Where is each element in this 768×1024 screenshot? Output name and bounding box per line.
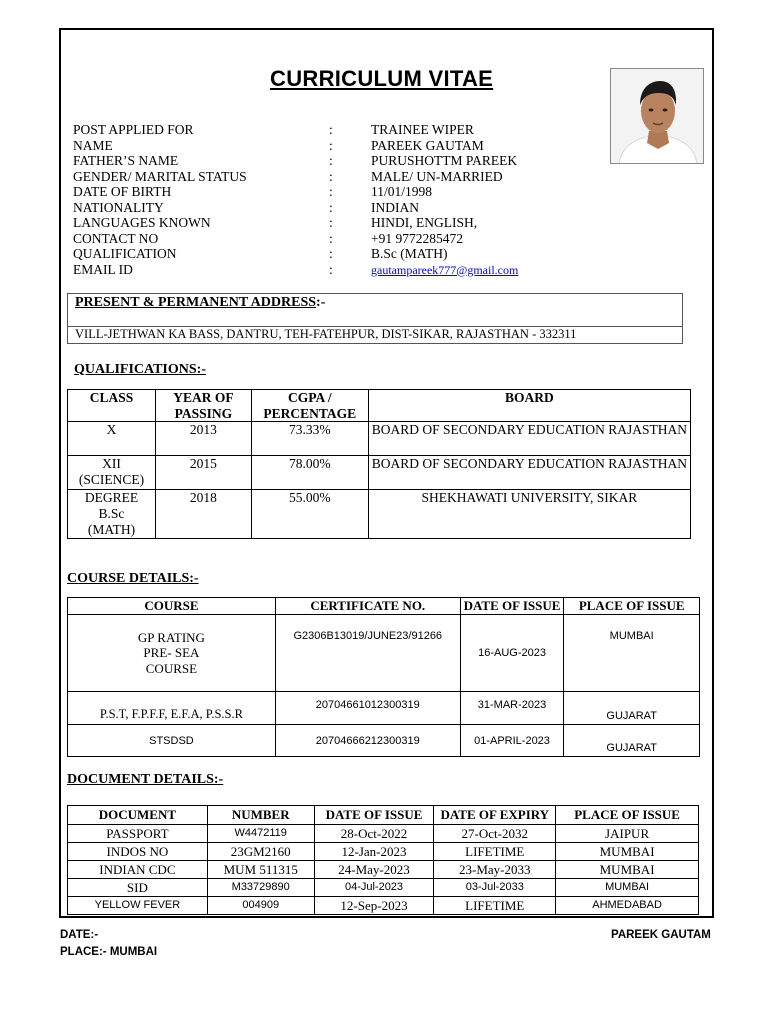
detail-value: INDIAN [371, 199, 419, 215]
col-header-issue-place: PLACE OF ISSUE [564, 598, 700, 615]
person-photo-icon [611, 69, 704, 164]
detail-label: EMAIL ID [73, 261, 133, 277]
table-row [68, 490, 691, 539]
table-row [68, 825, 699, 843]
table-row [68, 615, 700, 692]
score-cell: 73.33% [251, 422, 368, 456]
col-header-year: YEAR OF PASSING [155, 390, 251, 422]
cert-cell: 20704661012300319 [275, 692, 460, 725]
colon: : [329, 153, 333, 168]
class-cell: DEGREE B.Sc (MATH) [68, 490, 156, 539]
col-header-certificate: CERTIFICATE NO. [275, 598, 460, 615]
place-cell: JAIPUR [556, 825, 699, 843]
expiry-cell: 03-Jul-2033 [434, 879, 556, 897]
address-heading-text: PRESENT & PERMANENT ADDRESS [75, 295, 317, 310]
place-cell: GUJARAT [564, 725, 700, 757]
expiry-cell: 27-Oct-2032 [434, 825, 556, 843]
footer-signature-name: PAREEK GAUTAM [611, 929, 711, 941]
score-cell: 55.00% [251, 490, 368, 539]
colon: : [329, 215, 333, 230]
board-cell: BOARD OF SECONDARY EDUCATION RAJASTHAN [368, 456, 690, 490]
number-cell: M33729890 [207, 879, 314, 897]
detail-label: POST APPLIED FOR [73, 122, 194, 137]
cert-cell: 20704666212300319 [275, 725, 460, 757]
cert-cell: G2306B13019/JUNE23/91266 [275, 615, 460, 692]
expiry-cell: LIFETIME [434, 843, 556, 861]
detail-value: TRAINEE WIPER [371, 122, 474, 137]
colon: : [329, 184, 333, 199]
table-row [68, 725, 700, 757]
address-text: VILL-JETHWAN KA BASS, DANTRU, TEH-FATEHPUR, DIST-SIKAR, RAJASTHAN - 332311 [75, 327, 577, 341]
year-cell: 2018 [155, 490, 251, 539]
qualifications-heading: QUALIFICATIONS:- [74, 362, 206, 377]
issue-cell: 28-Oct-2022 [314, 825, 434, 843]
detail-label: GENDER/ MARITAL STATUS [73, 168, 247, 184]
table-header-row [68, 806, 699, 825]
course-table [67, 597, 700, 757]
colon: : [329, 168, 333, 184]
table-row [68, 456, 691, 490]
document-heading: DOCUMENT DETAILS:- [67, 772, 224, 787]
date-cell: 01-APRIL-2023 [460, 725, 564, 757]
doc-cell: YELLOW FEVER [68, 897, 208, 915]
year-cell: 2015 [155, 456, 251, 490]
colon: : [329, 199, 333, 215]
doc-cell: SID [68, 879, 208, 897]
table-row [68, 422, 691, 456]
col-header-board: BOARD [368, 390, 690, 422]
detail-label: DATE OF BIRTH [73, 184, 172, 199]
email-link[interactable]: gautampareek777@gmail.com [371, 262, 519, 277]
detail-label: QUALIFICATION [73, 246, 177, 261]
colon: : [329, 230, 333, 246]
col-header-class: CLASS [68, 390, 156, 422]
address-box [67, 293, 683, 344]
col-header-issue-date: DATE OF ISSUE [314, 806, 434, 825]
col-header-document: DOCUMENT [68, 806, 208, 825]
table-row [68, 692, 700, 725]
detail-value: B.Sc (MATH) [371, 246, 448, 261]
place-cell: MUMBAI [564, 615, 700, 692]
date-cell: 31-MAR-2023 [460, 692, 564, 725]
table-header-row [68, 390, 691, 422]
expiry-cell: LIFETIME [434, 897, 556, 915]
expiry-cell: 23-May-2033 [434, 861, 556, 879]
detail-value: PAREEK GAUTAM [371, 137, 484, 153]
issue-cell: 04-Jul-2023 [314, 879, 434, 897]
col-header-issue-place: PLACE OF ISSUE [556, 806, 699, 825]
class-cell: XII (SCIENCE) [68, 456, 156, 490]
address-heading-suffix: :- [316, 295, 326, 310]
colon: : [329, 261, 333, 277]
col-header-expiry-date: DATE OF EXPIRY [434, 806, 556, 825]
table-row [68, 843, 699, 861]
number-cell: 004909 [207, 897, 314, 915]
detail-label: FATHER’S NAME [73, 153, 179, 168]
col-header-score: CGPA / PERCENTAGE [251, 390, 368, 422]
doc-cell: PASSPORT [68, 825, 208, 843]
detail-value: 11/01/1998 [371, 184, 433, 199]
profile-photo [610, 68, 704, 164]
class-cell: X [68, 422, 156, 456]
detail-value: HINDI, ENGLISH, [371, 215, 478, 230]
colon: : [329, 137, 333, 153]
number-cell: 23GM2160 [207, 843, 314, 861]
detail-label: LANGUAGES KNOWN [73, 215, 211, 230]
number-cell: MUM 511315 [207, 861, 314, 879]
course-cell: P.S.T, F.P.F.F, E.F.A, P.S.S.R [68, 692, 276, 725]
score-cell: 78.00% [251, 456, 368, 490]
place-cell: AHMEDABAD [556, 897, 699, 915]
place-cell: GUJARAT [564, 692, 700, 725]
detail-label: CONTACT NO [73, 230, 159, 246]
place-cell: MUMBAI [556, 861, 699, 879]
board-cell: SHEKHAWATI UNIVERSITY, SIKAR [368, 490, 690, 539]
issue-cell: 12-Jan-2023 [314, 843, 434, 861]
course-cell: STSDSD [68, 725, 276, 757]
number-cell: W4472119 [207, 825, 314, 843]
document-title: CURRICULUM VITAE [270, 66, 494, 91]
table-row [68, 861, 699, 879]
detail-label: NAME [73, 137, 113, 153]
detail-value: +91 9772285472 [371, 230, 463, 246]
detail-value: PURUSHOTTM PAREEK [371, 153, 518, 168]
place-cell: MUMBAI [556, 843, 699, 861]
col-header-number: NUMBER [207, 806, 314, 825]
address-heading [75, 295, 325, 311]
issue-cell: 12-Sep-2023 [314, 897, 434, 915]
doc-cell: INDIAN CDC [68, 861, 208, 879]
course-cell: GP RATING PRE- SEA COURSE [68, 615, 276, 692]
date-cell: 16-AUG-2023 [460, 615, 564, 692]
year-cell: 2013 [155, 422, 251, 456]
detail-label: NATIONALITY [73, 199, 164, 215]
colon: : [329, 122, 333, 137]
colon: : [329, 246, 333, 261]
doc-cell: INDOS NO [68, 843, 208, 861]
document-table [67, 805, 699, 915]
footer-date: DATE:- [60, 929, 99, 941]
issue-cell: 24-May-2023 [314, 861, 434, 879]
footer-place: PLACE:- MUMBAI [60, 946, 158, 958]
qualifications-table [67, 389, 691, 539]
course-heading: COURSE DETAILS:- [67, 571, 199, 586]
col-header-issue-date: DATE OF ISSUE [460, 598, 564, 615]
col-header-course: COURSE [68, 598, 276, 615]
table-row [68, 879, 699, 897]
detail-value: MALE/ UN-MARRIED [371, 168, 503, 184]
place-cell: MUMBAI [556, 879, 699, 897]
table-header-row [68, 598, 700, 615]
table-row [68, 897, 699, 915]
board-cell: BOARD OF SECONDARY EDUCATION RAJASTHAN [368, 422, 690, 456]
